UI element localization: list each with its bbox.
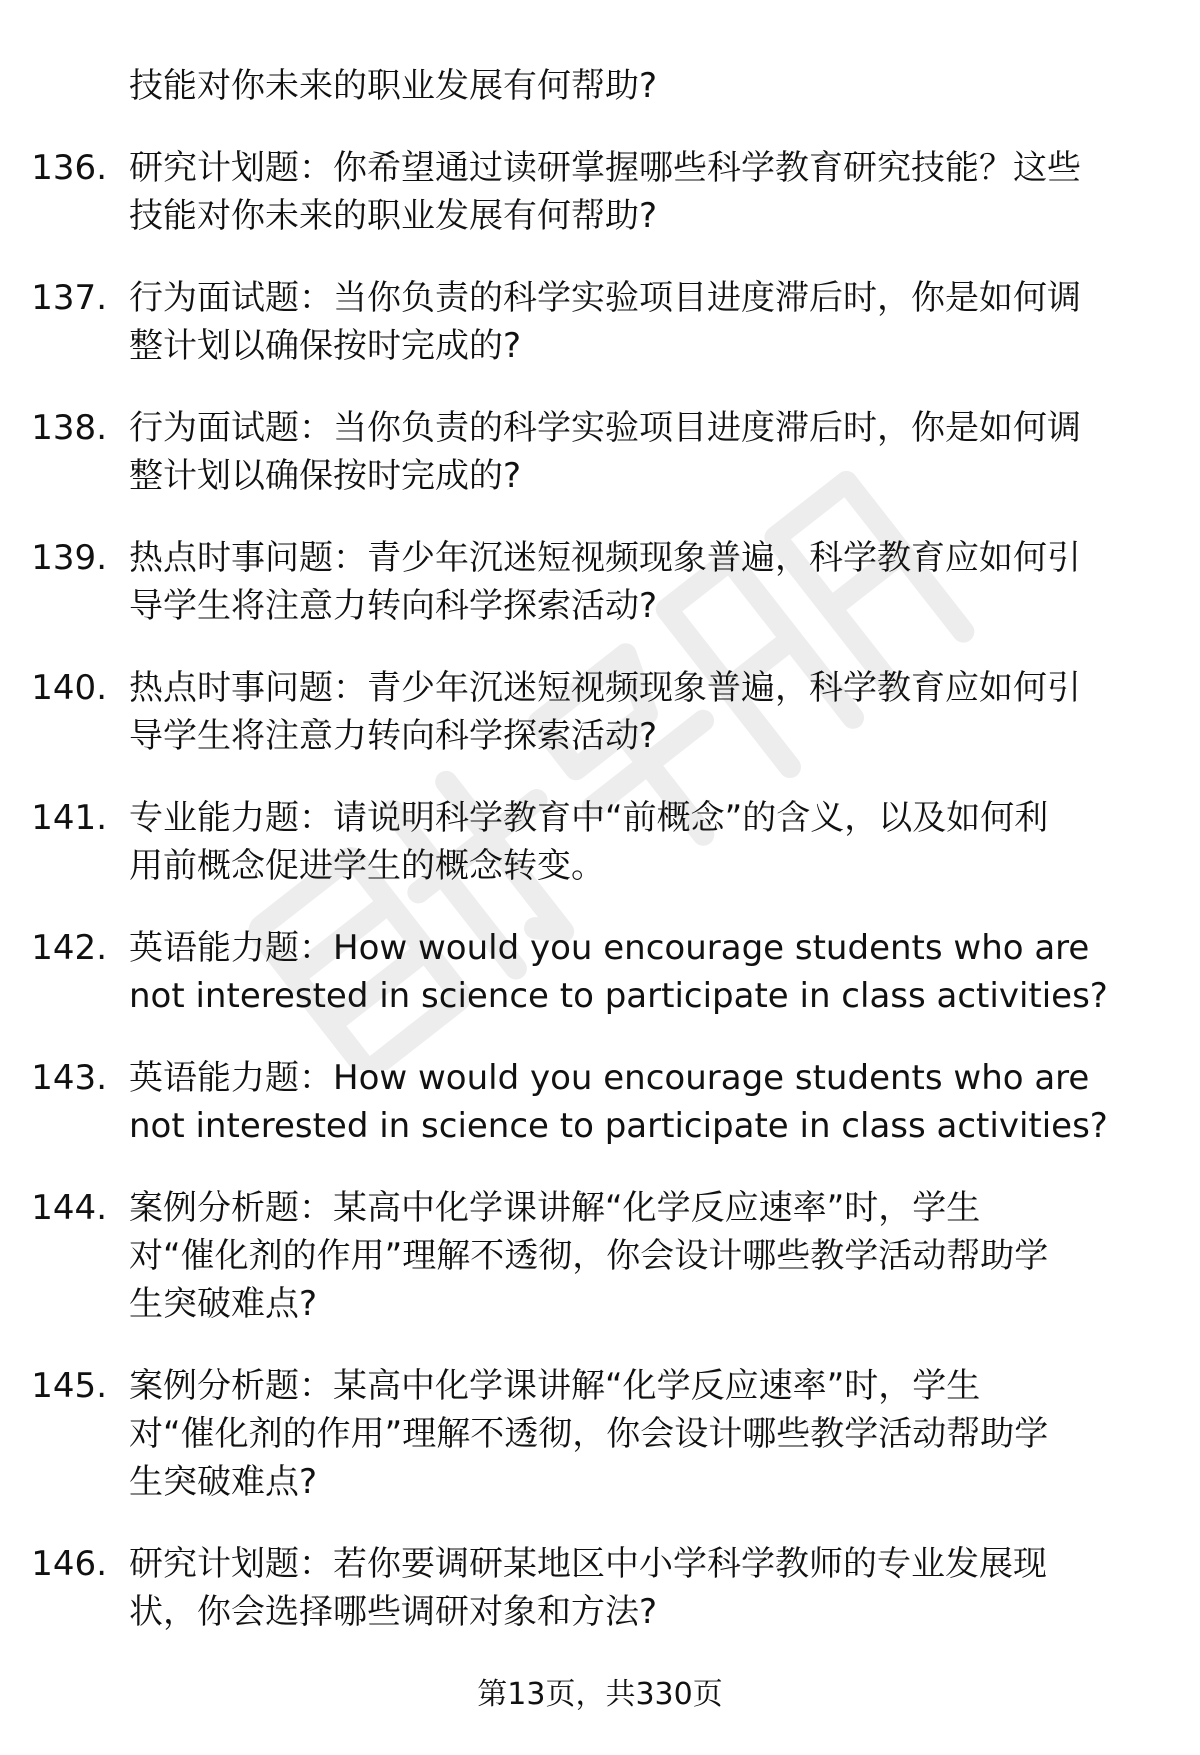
question-item: [0, 1054, 1200, 1150]
question-line: 用前概念促进学生的概念转变。: [129, 846, 605, 886]
question-item: [0, 534, 1200, 630]
question-line: not interested in science to participate in class activities?: [129, 976, 1108, 1016]
question-line: 英语能力题：How would you encourage students who are: [129, 1058, 1090, 1098]
question-line: 整计划以确保按时完成的?: [129, 456, 522, 496]
question-line: 案例分析题：某高中化学课讲解“化学反应速率”时，学生: [129, 1366, 981, 1406]
question-line: 生突破难点?: [129, 1284, 318, 1324]
question-text: [129, 274, 1200, 370]
question-text: [129, 1054, 1200, 1150]
question-item: [0, 144, 1200, 240]
question-line: 英语能力题：How would you encourage students who are: [129, 928, 1090, 968]
question-list: [0, 62, 1200, 1670]
question-number: 144.: [31, 1188, 107, 1228]
question-line: 对“催化剂的作用”理解不透彻，你会设计哪些教学活动帮助学: [129, 1236, 1049, 1276]
question-text: [129, 1540, 1200, 1636]
question-line: 专业能力题：请说明科学教育中“前概念”的含义，以及如何利: [129, 798, 1049, 838]
question-line: 热点时事问题：青少年沉迷短视频现象普遍，科学教育应如何引: [129, 668, 1081, 708]
question-number: 141.: [31, 798, 107, 838]
question-text: [129, 794, 1200, 890]
question-line: 技能对你未来的职业发展有何帮助?: [129, 196, 658, 236]
question-item: [0, 1540, 1200, 1636]
question-line: 状，你会选择哪些调研对象和方法?: [129, 1592, 658, 1632]
question-text: [129, 404, 1200, 500]
question-item: [0, 404, 1200, 500]
question-text: [129, 664, 1200, 760]
question-text: [129, 1362, 1200, 1506]
page-number-footer: 第13页，共330页: [477, 1677, 723, 1712]
question-line: 导学生将注意力转向科学探索活动?: [129, 586, 658, 626]
question-line: 整计划以确保按时完成的?: [129, 326, 522, 366]
question-number: 143.: [31, 1058, 107, 1098]
continued-question-text: 技能对你未来的职业发展有何帮助?: [129, 66, 658, 106]
question-line: 行为面试题：当你负责的科学实验项目进度滞后时，你是如何调: [129, 408, 1081, 448]
question-text: [129, 534, 1200, 630]
question-line: 热点时事问题：青少年沉迷短视频现象普遍，科学教育应如何引: [129, 538, 1081, 578]
question-number: 137.: [31, 278, 107, 318]
question-line: not interested in science to participate in class activities?: [129, 1106, 1108, 1146]
question-line: 案例分析题：某高中化学课讲解“化学反应速率”时，学生: [129, 1188, 981, 1228]
question-item: [0, 924, 1200, 1020]
question-text: [129, 144, 1200, 240]
question-line: 研究计划题：若你要调研某地区中小学科学教师的专业发展现: [129, 1544, 1047, 1584]
question-item: [0, 1362, 1200, 1506]
question-line: 生突破难点?: [129, 1462, 318, 1502]
question-number: 140.: [31, 668, 107, 708]
question-text: [129, 924, 1200, 1020]
question-number: 142.: [31, 928, 107, 968]
question-number: 145.: [31, 1366, 107, 1406]
question-number: 146.: [31, 1544, 107, 1584]
question-text: [129, 1184, 1200, 1328]
question-line: 研究计划题：你希望通过读研掌握哪些科学教育研究技能？这些: [129, 148, 1081, 188]
question-item: [0, 1184, 1200, 1328]
question-number: 136.: [31, 148, 107, 188]
question-line: 对“催化剂的作用”理解不透彻，你会设计哪些教学活动帮助学: [129, 1414, 1049, 1454]
question-line: 行为面试题：当你负责的科学实验项目进度滞后时，你是如何调: [129, 278, 1081, 318]
question-number: 138.: [31, 408, 107, 448]
question-item: [0, 794, 1200, 890]
question-item: [0, 664, 1200, 760]
question-line: 导学生将注意力转向科学探索活动?: [129, 716, 658, 756]
question-item: [0, 274, 1200, 370]
question-number: 139.: [31, 538, 107, 578]
